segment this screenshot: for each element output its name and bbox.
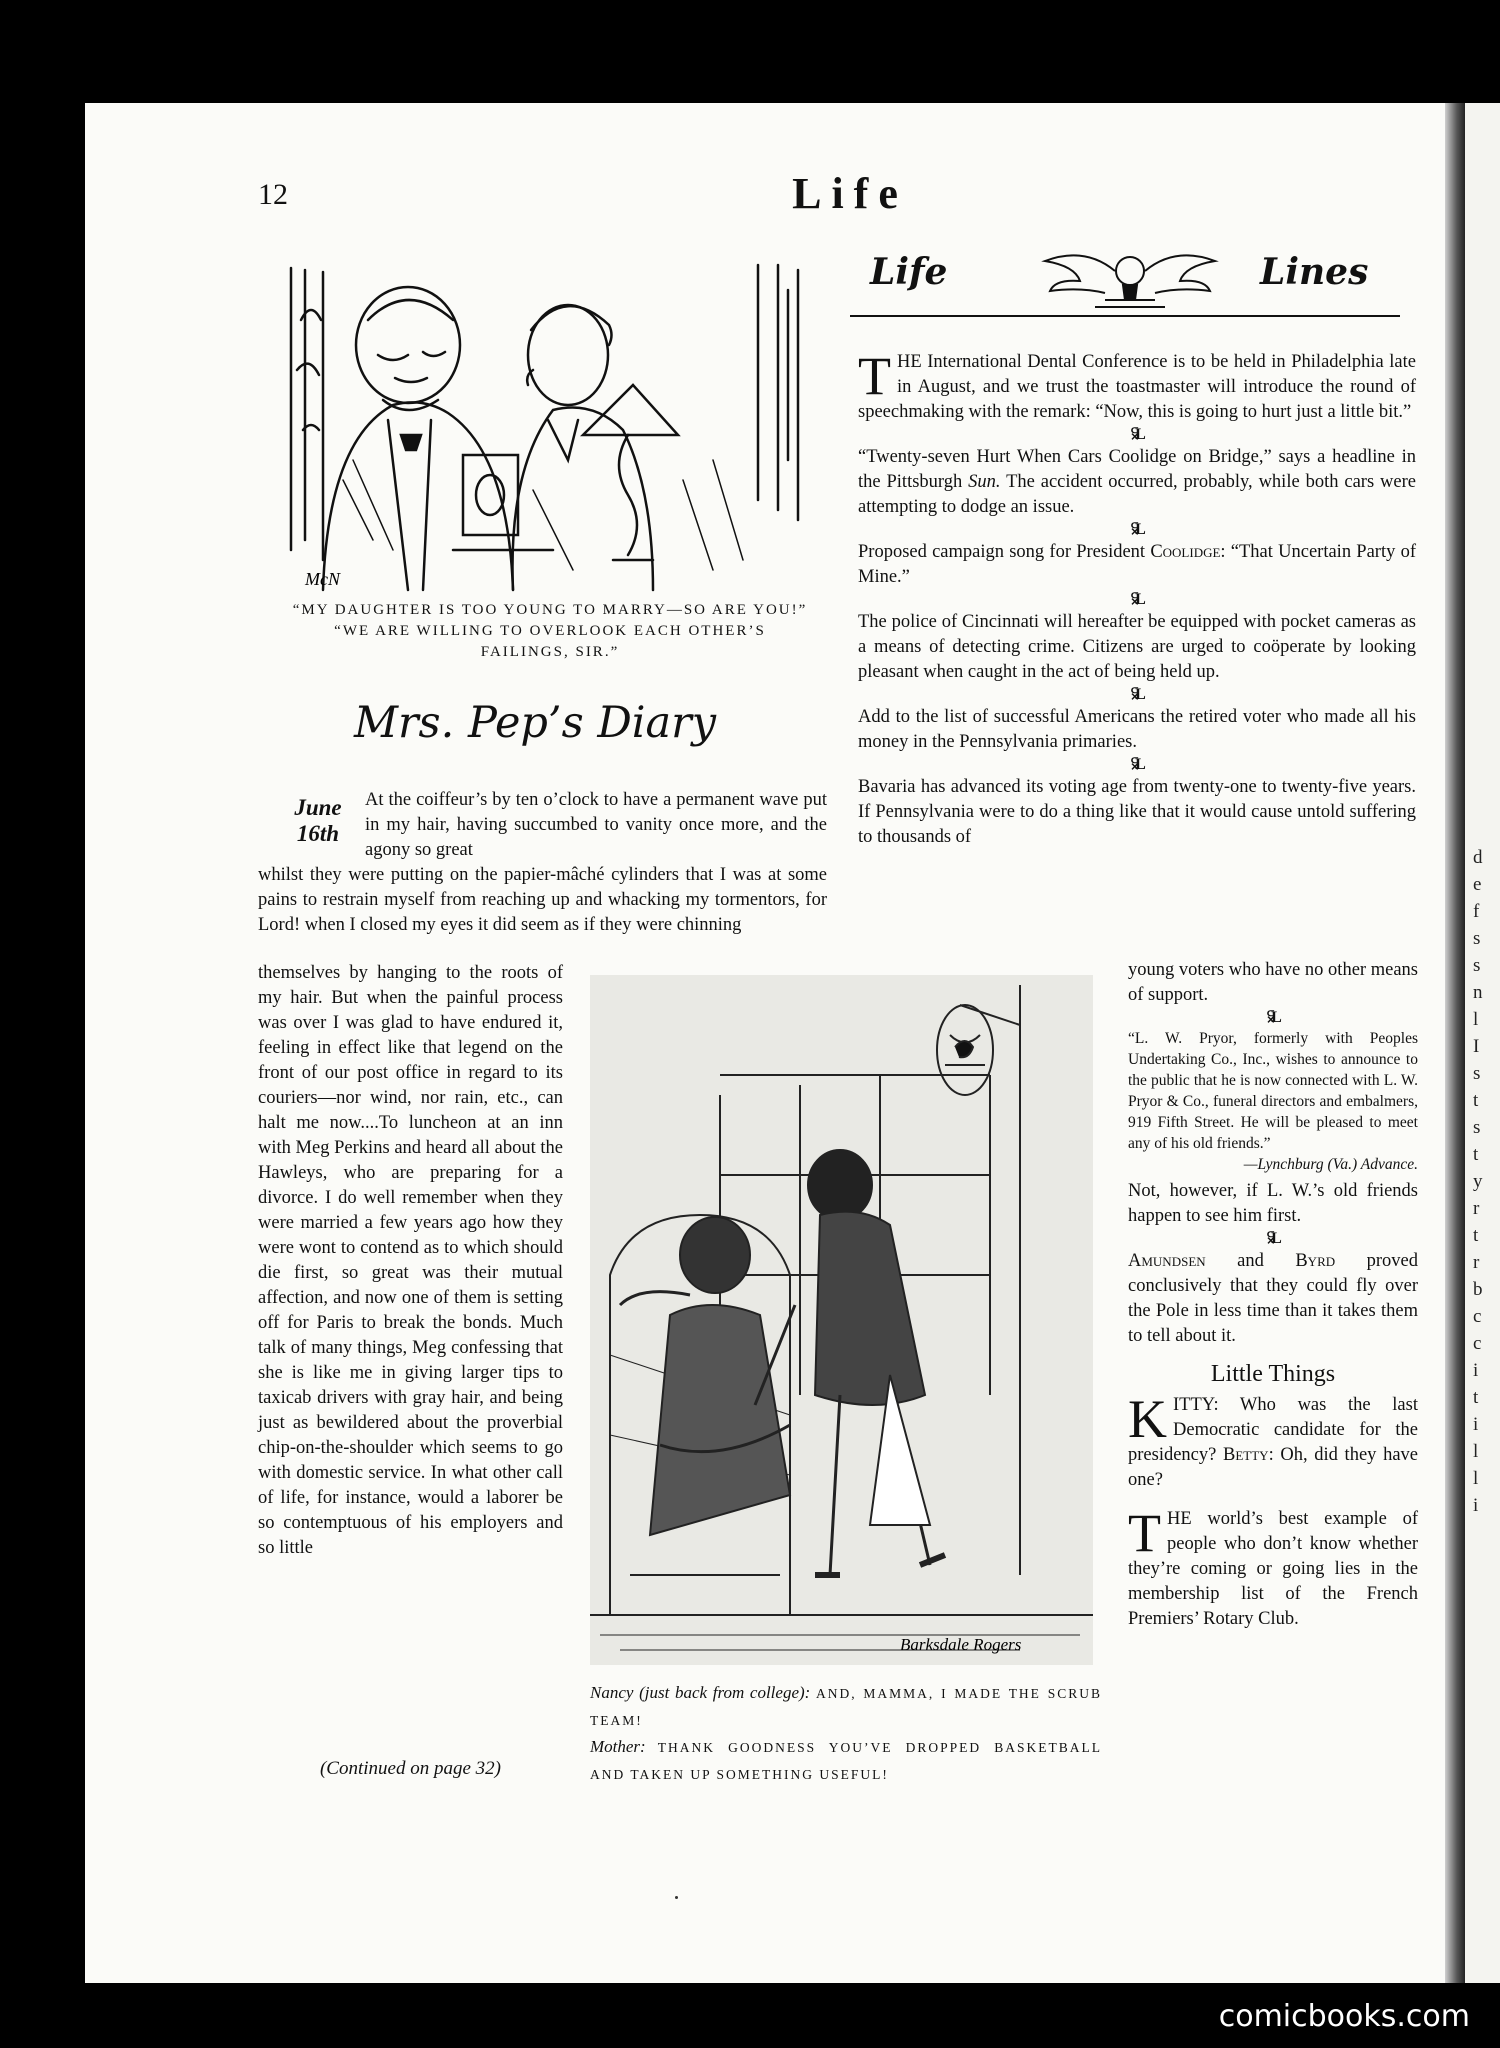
item-kitty-betty bbox=[1128, 1389, 1418, 1493]
continued-note bbox=[258, 1758, 563, 1780]
next-page-fragment: s bbox=[1473, 928, 1481, 949]
next-page-fragment: i bbox=[1473, 1414, 1479, 1435]
masthead-title: Life bbox=[792, 169, 908, 218]
next-page-fragment: y bbox=[1473, 1171, 1483, 1192]
life-lines-heading bbox=[850, 245, 1400, 320]
caption-line-nancy: AND, MAMMA, I MADE THE SCRUB TEAM! bbox=[590, 1686, 1102, 1728]
separator-icon: ⫁L bbox=[1131, 521, 1143, 538]
life-lines-heading-left: Life bbox=[870, 251, 948, 293]
item-campaign-song bbox=[858, 540, 1416, 590]
cherub-icon bbox=[1035, 245, 1225, 315]
page-number: 12 bbox=[258, 178, 288, 211]
cartoon-drawing-2 bbox=[590, 975, 1093, 1665]
item-amundsen-byrd bbox=[1128, 1249, 1418, 1349]
item-retired-voter: Add to the list of successful Americans the retired voter who made all his money in the Pennsylvania primaries. bbox=[858, 707, 1416, 752]
next-page-fragment: l bbox=[1473, 1009, 1479, 1030]
item-bavaria-voting: Bavaria has advanced its voting age from twenty-one to twenty-five years. If Pennsylvania were to do a thing like that it would cause untold suffering to thousands of bbox=[858, 777, 1416, 847]
item-text: proved conclusively that they could fly over the Pole in less time than it takes them to tell about it. bbox=[1128, 1251, 1418, 1346]
diary-paragraph-full-width: whilst they were putting on the papier-mâché cylinders that I was at some pains to restrain myself from reaching up and whacking my tormentors, for Lord! when I closed my eyes it did seem as if they were chinning bbox=[258, 865, 827, 935]
item-text: HE International Dental Conference is to be held in Philadelphia late in August, and we trust the toastmaster will introduce the round of speechmaking with the remark: “Now, this is going to hurt just a little bit.” bbox=[858, 352, 1416, 422]
next-page-fragment: d bbox=[1473, 847, 1483, 868]
diary-date-month: June bbox=[294, 795, 342, 820]
next-page-fragment: l bbox=[1473, 1441, 1479, 1462]
kitty-label: ITTY bbox=[1173, 1395, 1214, 1415]
next-page-fragment: I bbox=[1473, 1036, 1480, 1057]
next-page-fragment: t bbox=[1473, 1225, 1479, 1246]
item-text-end: The accident occurred, probably, while both cars were attempting to dodge an issue. bbox=[858, 472, 1416, 517]
item-bavaria-continued: young voters who have no other means of support. bbox=[1128, 960, 1418, 1005]
caption-line-1: “MY DAUGHTER IS TOO YOUNG TO MARRY—SO ARE YOU!” bbox=[292, 602, 808, 618]
cartoon-signature-2: Barksdale Rogers bbox=[900, 1635, 1022, 1654]
next-page-fragment: l bbox=[1473, 1468, 1479, 1489]
watermark: comicbooks.com bbox=[1218, 1999, 1470, 2034]
cartoon-illustration-scrub-team bbox=[590, 975, 1093, 1665]
caption-speaker-nancy: Nancy (just back from college): bbox=[590, 1683, 811, 1702]
item-text-end: : “That Uncertain Party of Mine.” bbox=[858, 542, 1416, 587]
item-old-friends: Not, however, if L. W.’s old friends happen to see him first. bbox=[1128, 1181, 1418, 1226]
cartoon-caption bbox=[250, 600, 850, 663]
separator-icon: ⫁L bbox=[1267, 1230, 1279, 1247]
diary-paragraph-column: themselves by hanging to the roots of my hair. But when the painful process was over I was glad to have endured it, feeling in effect like that legend on the front of our post office in regard to its couriers—nor wind, nor rain, etc., can halt me now....To luncheon at an inn with Meg Perkins and heard all about the Hawleys, who are preparing for a divorce. I do well remember when they were married a few years ago how they were wont to contend as to which should die first, so great was their mutual affection, and now one of them is setting off for Paris to break the bonds. Much talk of many things, Meg confessing that she is like me in giving larger tips to taxicab drivers with gray hair, and being just as bewildered about the proverbial chip-on-the-shoulder which seems to go with domestic service. In what other call of life, for instance, would a laborer be so contemptuous of his employers and so little bbox=[258, 963, 563, 1558]
next-page-fragment: i bbox=[1473, 1495, 1479, 1516]
item-coolidge-bridge bbox=[858, 445, 1416, 520]
caption-line-mother: THANK GOODNESS YOU’VE DROPPED BASKETBALL AND TAKEN UP SOMETHING USEFUL! bbox=[590, 1740, 1103, 1782]
diary-title-block bbox=[345, 698, 725, 768]
item-text: Proposed campaign song for President bbox=[858, 542, 1151, 562]
drop-cap: K bbox=[1128, 1389, 1167, 1449]
next-page-fragment: c bbox=[1473, 1333, 1482, 1354]
next-page-fragment: t bbox=[1473, 1090, 1479, 1111]
item-pryor-quote: “L. W. Pryor, formerly with Peoples Undertaking Co., Inc., wishes to announce to the public that he is now connected with L. W. Pryor & Co., funeral directors and embalmers, 919 Fifth Street. He will be pleased to meet any of his old friends.” bbox=[1128, 1030, 1418, 1152]
separator-icon: ⫁L bbox=[1267, 1009, 1279, 1026]
next-page-fragment: s bbox=[1473, 1063, 1481, 1084]
kitty-line: : Who was the last Democratic candidate for the presidency? bbox=[1128, 1395, 1418, 1465]
cartoon-drawing bbox=[283, 260, 813, 595]
drop-cap: T bbox=[858, 346, 891, 406]
separator-icon: ⫁L bbox=[1131, 591, 1143, 608]
diary-paragraph-opening: At the coiffeur’s by ten o’clock to have a permanent wave put in my hair, having succumbed to vanity once more, and the agony so great bbox=[365, 790, 827, 860]
next-page-fragment: r bbox=[1473, 1252, 1480, 1273]
item-dental-conference bbox=[858, 346, 1416, 425]
item-rotary-club bbox=[1128, 1503, 1418, 1632]
next-page-fragment: i bbox=[1473, 1360, 1479, 1381]
cartoon-illustration-fathers-refusal bbox=[283, 260, 813, 595]
betty-line: : Oh, did they have one? bbox=[1128, 1445, 1418, 1490]
next-page-fragment: t bbox=[1473, 1144, 1479, 1165]
president-name: Coolidge bbox=[1150, 542, 1221, 562]
betty-label: Betty bbox=[1223, 1445, 1269, 1465]
cartoon-signature: McN bbox=[305, 569, 340, 589]
next-page-fragment: c bbox=[1473, 1306, 1482, 1327]
cartoon-caption-2 bbox=[590, 1680, 1102, 1788]
next-page-fragment: t bbox=[1473, 1387, 1479, 1408]
caption-speaker-mother: Mother: bbox=[590, 1737, 646, 1756]
page-spine bbox=[1445, 103, 1465, 1983]
diary-date bbox=[282, 795, 354, 847]
drop-cap: T bbox=[1128, 1503, 1161, 1563]
next-page-fragment: f bbox=[1473, 901, 1480, 922]
next-page-fragment: e bbox=[1473, 874, 1482, 895]
next-page-edge bbox=[1465, 103, 1500, 1983]
item-police-cameras: The police of Cincinnati will hereafter be equipped with pocket cameras as a means of detecting crime. Citizens are urged to coöperate by looking pleasant when caught in the act of being held up. bbox=[858, 612, 1416, 682]
life-lines-narrow-column bbox=[1128, 958, 1418, 1632]
life-lines-column bbox=[858, 346, 1416, 850]
caption-line-2: “WE ARE WILLING TO OVERLOOK EACH OTHER’S bbox=[334, 623, 766, 639]
conjunction: and bbox=[1205, 1251, 1296, 1271]
diary-date-day: 16th bbox=[296, 821, 340, 846]
caption-line-3: FAILINGS, SIR.” bbox=[480, 644, 620, 660]
quote-source: —Lynchburg (Va.) Advance. bbox=[1243, 1156, 1418, 1173]
item-text: HE world’s best example of people who don’t know whether they’re coming or going lies in the membership list of the French Premiers’ Rotary Club. bbox=[1128, 1509, 1418, 1629]
separator-icon: ⫁L bbox=[1131, 756, 1143, 773]
separator-icon: ⫁L bbox=[1131, 686, 1143, 703]
next-page-fragment: s bbox=[1473, 955, 1481, 976]
next-page-fragment: s bbox=[1473, 1117, 1481, 1138]
next-page-fragment: b bbox=[1473, 1279, 1483, 1300]
next-page-fragment: n bbox=[1473, 982, 1483, 1003]
life-lines-rule bbox=[850, 315, 1400, 317]
page-speck bbox=[675, 1896, 678, 1899]
separator-icon: ⫁L bbox=[1131, 426, 1143, 443]
item-text: “Twenty-seven Hurt When Cars Coolidge on Bridge,” says a headline in the Pittsburgh bbox=[858, 447, 1416, 492]
little-things-heading: Little Things bbox=[1210, 1361, 1336, 1387]
explorer-name-2: Byrd bbox=[1295, 1251, 1336, 1271]
next-page-fragment: r bbox=[1473, 1198, 1480, 1219]
newspaper-name: Sun. bbox=[968, 472, 1001, 492]
explorer-name-1: Amundsen bbox=[1128, 1251, 1206, 1271]
life-lines-heading-right: Lines bbox=[1260, 251, 1369, 293]
continued-text: (Continued on page 32) bbox=[319, 1758, 501, 1779]
diary-title: Mrs. Pep’s Diary bbox=[353, 698, 717, 748]
